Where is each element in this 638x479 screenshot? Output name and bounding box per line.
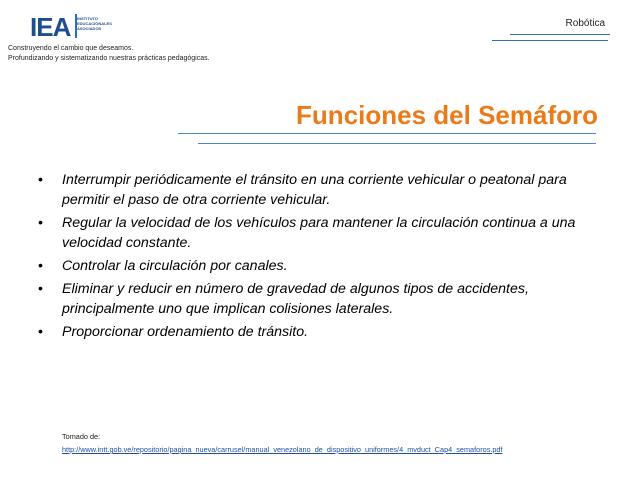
iea-logo xyxy=(30,12,122,42)
bullet-dot: • xyxy=(38,281,43,297)
source-citation xyxy=(62,432,503,455)
bullet-dot: • xyxy=(38,215,43,231)
bullet-dot: • xyxy=(38,324,43,340)
logo-text: IEA xyxy=(30,12,71,42)
bullet-dot: • xyxy=(38,258,43,274)
logo-subtext: INSTITUTO EDUCACIONALES ASOCIADOS xyxy=(77,16,112,31)
tagline xyxy=(8,44,210,64)
bullet-item xyxy=(34,279,614,319)
title-rule-secondary xyxy=(198,143,596,144)
source-label: Tomado de: xyxy=(62,432,101,441)
section-rule-secondary xyxy=(492,40,608,41)
bullet-text: Controlar la circulación por canales. xyxy=(62,258,288,274)
source-link[interactable]: http://www.intt.gob.ve/repositorio/pagina_nueva/carrusel/manual_venezolano_de_dispositivo_uniformes/4_mvduct_Cap4_semaforos.pdf xyxy=(62,445,503,454)
section-label: Robótica xyxy=(565,18,605,29)
bullet-item xyxy=(34,322,614,342)
tagline-line-1: Construyendo el cambio que deseamos. xyxy=(8,45,134,52)
bullet-text: Interrumpir periódicamente el tránsito en una corriente vehicular o peatonal para permitir el paso de otra corriente vehicular. xyxy=(62,172,567,208)
bullet-item xyxy=(34,213,614,253)
bullet-text: Proporcionar ordenamiento de tránsito. xyxy=(62,324,309,340)
bullet-list xyxy=(34,170,614,345)
bullet-dot: • xyxy=(38,172,43,188)
bullet-text: Regular la velocidad de los vehículos para mantener la circulación continua a una velocidad constante. xyxy=(62,215,576,251)
bullet-item xyxy=(34,256,614,276)
slide-title: Funciones del Semáforo xyxy=(296,100,598,130)
bullet-text: Eliminar y reducir en número de gravedad de algunos tipos de accidentes, principalmente uno que implican colisiones laterales. xyxy=(62,281,529,317)
section-rule xyxy=(510,34,610,35)
title-rule xyxy=(178,133,596,134)
bullet-item xyxy=(34,170,614,210)
tagline-line-2: Profundizando y sistematizando nuestras prácticas pedagógicas. xyxy=(8,55,210,62)
